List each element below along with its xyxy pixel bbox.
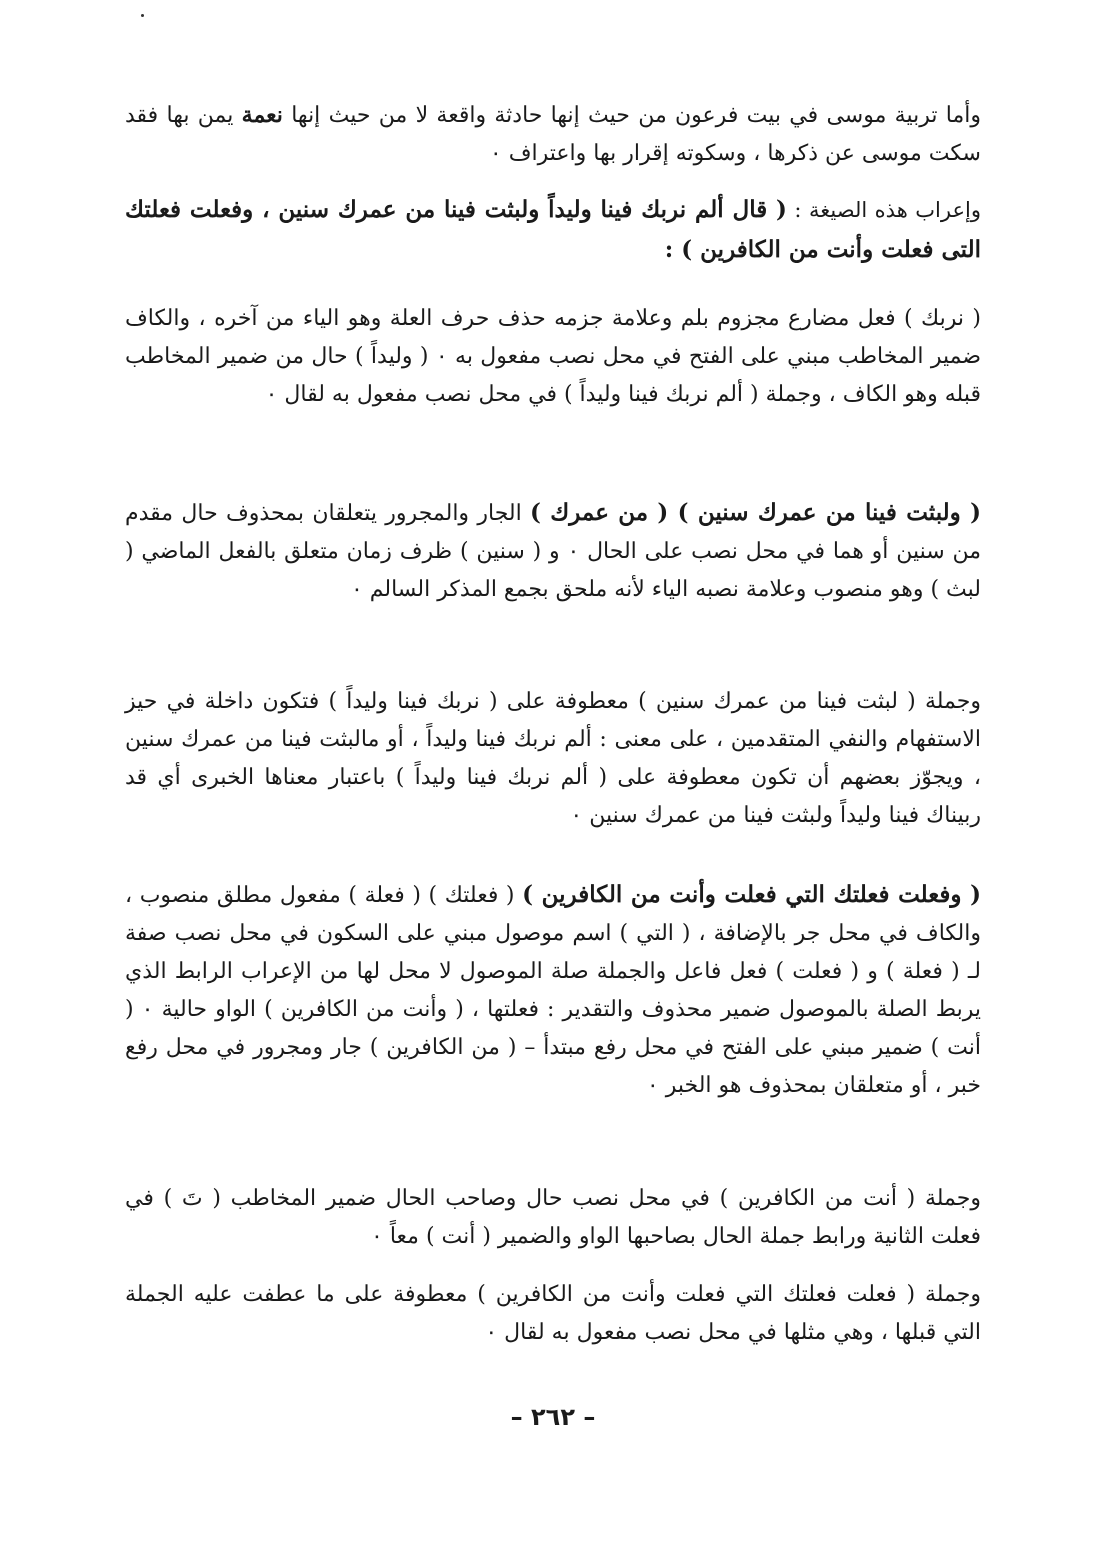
paragraph-1-text bbox=[125, 96, 981, 173]
paragraph-4-text bbox=[125, 494, 981, 609]
paragraph-6 bbox=[125, 876, 981, 1105]
paragraph-1-bold-word: نعمة bbox=[241, 102, 283, 128]
paragraph-7-text: وجملة ( أنت من الكافرين ) في محل نصب حال وصاحب الحال ضمير المخاطب ( تَ ) في فعلت الثانية ورابط جملة الحال بصاحبها الواو والضمير ( أنت ) معاً ٠ bbox=[125, 1186, 981, 1249]
paragraph-2-intro: وإعراب هذه الصيغة : bbox=[786, 198, 981, 222]
paragraph-6-body: ( فعلتك ) ( فعلة ) مفعول مطلق منصوب ، والكاف في محل جر بالإضافة ، ( التي ) اسم موصول مبني على السكون في محل نصب صفة لـ ( فعلة ) و ( فعلت ) فعل فاعل والجملة صلة الموصول لا محل لها من الإعراب الرابط الذي يربط الصلة بالموصول ضمير محذوف والتقدير : فعلتها ، ( وأنت من الكافرين ) الواو حالية ٠ ( أنت ) ضمير مبني على الفتح في محل رفع مبتدأ – ( من الكافرين ) جار ومجرور في محل رفع خبر ، أو متعلقان بمحذوف هو الخبر ٠ bbox=[125, 883, 982, 1098]
paragraph-8-text: وجملة ( فعلت فعلتك التي فعلت وأنت من الكافرين ) معطوفة على ما عطفت عليه الجملة التي قبلها ، وهي مثلها في محل نصب مفعول به لقال ٠ bbox=[125, 1282, 981, 1345]
scan-mark bbox=[141, 14, 144, 17]
paragraph-3-text: ( نربك ) فعل مضارع مجزوم بلم وعلامة جزمه حذف حرف العلة وهو الياء من آخره ، والكاف ضمير المخاطب مبني على الفتح في محل نصب مفعول به ٠ ( وليداً ) حال من ضمير المخاطب قبله وهو الكاف ، وجملة ( ألم نربك فينا وليداً ) في محل نصب مفعول به لقال ٠ bbox=[125, 306, 981, 407]
paragraph-5 bbox=[125, 683, 981, 835]
paragraph-2-quote: ( قال ألم نربك فينا وليداً ولبثت فينا من عمرك سنين ، وفعلت فعلتك التى فعلت وأنت من الكافرين ) : bbox=[125, 196, 981, 263]
paragraph-4-body: الجار والمجرور يتعلقان بمحذوف حال مقدم من سنين أو هما في محل نصب على الحال ٠ و ( سنين ) ظرف زمان متعلق بالفعل الماضي ( لبث ) وهو منصوب وعلامة نصبه الياء لأنه ملحق بجمع المذكر السالم ٠ bbox=[125, 501, 981, 602]
page-number: – ٢٦٢ – bbox=[510, 1403, 596, 1431]
paragraph-6-text bbox=[125, 876, 981, 1105]
paragraph-6-bold-heading: ( وفعلت فعلتك التي فعلت وأنت من الكافرين ) bbox=[522, 881, 981, 908]
paragraph-1-line-1: وأما تربية موسى في بيت فرعون من حيث إنها حادثة واقعة لا من حيث إنها bbox=[282, 103, 982, 128]
paragraph-1-line-2: يمن بها فقد سكت موسى عن ذكرها ، وسكوته إقرار بها واعتراف ٠ bbox=[125, 103, 981, 166]
paragraph-2 bbox=[125, 190, 981, 270]
paragraph-4-bold-heading: ( ولبثت فينا من عمرك سنين ) ( من عمرك ) bbox=[530, 499, 981, 526]
paragraph-4 bbox=[125, 494, 981, 609]
paragraph-2-text bbox=[125, 190, 981, 270]
paragraph-5-text: وجملة ( لبثت فينا من عمرك سنين ) معطوفة على ( نربك فينا وليداً ) فتكون داخلة في حيز الاستفهام والنفي المتقدمين ، على معنى : ألم نربك فينا وليداً ، أو مالبثت فينا من عمرك سنين ، ويجوّز بعضهم أن تكون معطوفة على ( ألم نربك فينا وليداً ) باعتبار معناها الخبرى أي قد ربيناك فينا وليداً ولبثت فينا من عمرك سنين ٠ bbox=[125, 689, 981, 828]
paragraph-8 bbox=[125, 1276, 981, 1352]
paragraph-3 bbox=[125, 300, 981, 414]
paragraph-1 bbox=[125, 96, 981, 173]
paragraph-7 bbox=[125, 1180, 981, 1256]
